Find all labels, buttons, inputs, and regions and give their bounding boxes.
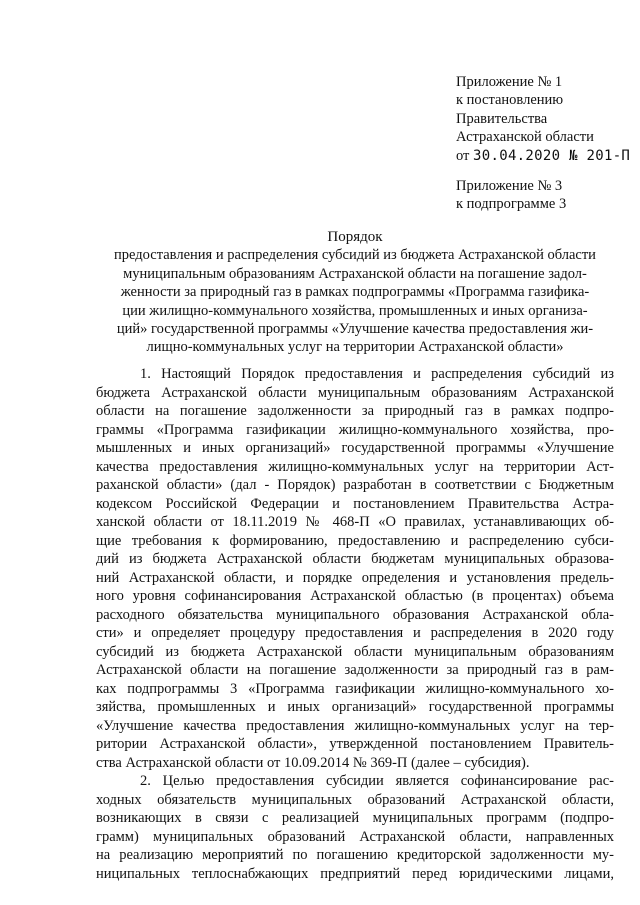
paragraph-line: расходного обязательства муниципального образования Астраханской обла- [96,606,614,623]
appendix-1-date-number: 30.04.2020 № 201-П [473,147,631,164]
paragraph-line: «Улучшение качества предоставления жилищно-коммунальных услуг на тер- [96,717,614,734]
paragraph-line: ниципальных теплоснабжающих предприятий перед юридическими лицами, [96,865,614,882]
paragraph-line: области на погашение задолженности за природный газ в рамках подпро- [96,403,614,419]
subtitle-line: ций» государственной программы «Улучшение качества предоставления жи- [116,321,594,338]
paragraph-line: граммы «Программа газификации жилищно-коммунального хозяйства, про- [96,421,614,438]
document-subtitle [96,246,614,356]
paragraph-line: ходных обязательств муниципальных образований Астраханской области, [96,791,614,808]
appendix-3-header [456,177,566,214]
subtitle-line: ции жилищно-коммунального хозяйства, промышленных и иных организа- [122,302,588,319]
paragraph-line: сти» и определяет процедуру предоставления и распределения в 2020 году [96,625,614,641]
paragraph-line: ного уровня софинансирования Астраханской областью (в процентах) объема [96,588,614,604]
appendix-1-date-line [456,147,630,165]
appendix-1-number: Приложение № 1 [456,74,563,90]
appendix-3-to-subprogram: к подпрограмме 3 [456,196,567,213]
paragraph-line: ках подпрограммы 3 «Программа газификации жилищно-коммунального хо- [96,680,614,697]
paragraph-line: мышленных и иных организаций» государственной программы «Улучшение [96,440,614,456]
paragraph-line: раханской области» (дал - Порядок) разработан в соответствии с Бюджетным [96,477,614,493]
subtitle-line: предоставления и распределения субсидий из бюджета Астраханской области [114,247,596,264]
appendix-1-header [456,73,630,165]
subtitle-line: лищно-коммунальных услуг на территории Астраханской области» [146,339,564,356]
subtitle-line: муниципальным образованиям Астраханской области на погашение задол- [123,265,587,282]
paragraph-line: 2. Целью предоставления субсидии является софинансирование рас- [140,773,614,789]
paragraph-line: возникающих в связи с реализацией муниципальных программ (подпро- [96,810,614,826]
appendix-1-government: Правительства [456,110,548,127]
paragraph-line: грамм) муниципальных образований Астраханской области, направленных [96,828,614,845]
paragraph-2 [96,772,614,883]
paragraph-line: на реализацию мероприятий по погашению кредиторской задолженности му- [96,847,614,863]
subtitle-line: женности за природный газ в рамках подпрограммы «Программа газифика- [120,284,590,301]
paragraph-line: дий из бюджета Астраханской области бюджетам муниципальных образова- [96,551,614,567]
appendix-1-to-resolution: к постановлению [456,92,564,109]
document-title: Порядок [327,229,383,245]
paragraph-line: ритории Астраханской области», утвержденной постановлением Правитель- [96,736,614,752]
paragraph-line: Астраханской области на погашение задолженности за природный газ в рам- [96,662,614,678]
document-title-block [96,228,614,357]
appendix-1-region: Астраханской области [456,129,594,146]
paragraph-line: ний Астраханской области, и порядке определения и установления предель- [96,569,614,586]
paragraph-line: качества предоставления жилищно-коммунальных услуг на территории Аст- [96,458,614,475]
paragraph-line: 1. Настоящий Порядок предоставления и распределения субсидий из [140,366,614,382]
paragraph-line: зяйства, промышленных и иных организаций» государственной программы [96,699,614,715]
paragraph-line: ства Астраханской области от 10.09.2014 № 369-П (далее – субсидия). [96,754,530,771]
appendix-1-date-prefix: от [456,147,470,164]
document-body [96,365,614,883]
paragraph-line: кодексом Российской Федерации и постановлением Правительства Астра- [96,495,614,512]
paragraph-line: субсидий из бюджета Астраханской области муниципальным образованиям [96,643,614,660]
paragraph-line: ханской области от 18.11.2019 № 468-П «О правилах, устанавливающих об- [96,514,614,530]
paragraph-1 [96,365,614,772]
paragraph-line: бюджета Астраханской области муниципальным образованиям Астраханской [96,384,614,401]
appendix-3-number: Приложение № 3 [456,178,563,194]
paragraph-line: щие требования к формированию, предоставлению и распределению субси- [96,532,614,549]
